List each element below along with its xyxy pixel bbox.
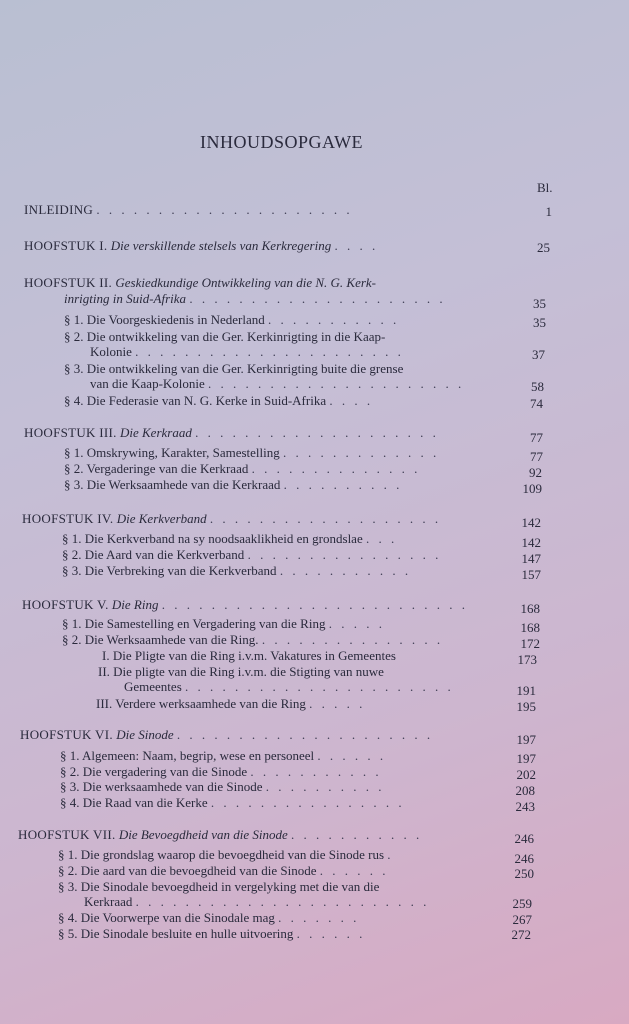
section-entry xyxy=(60,748,386,763)
page-number: 173 xyxy=(517,652,537,667)
dot-leader: . . . . . . . . . . . . . . . . . . . xyxy=(209,511,442,526)
page-number: 109 xyxy=(522,481,542,496)
section-text: Die vergadering van die Sinode xyxy=(82,764,248,779)
section-entry xyxy=(62,547,441,562)
section-label: § 2. xyxy=(64,461,84,476)
dot-leader: . . . . . . . . . . xyxy=(283,477,403,492)
page-number: 191 xyxy=(516,683,536,698)
section-label: § 1. xyxy=(62,531,82,546)
dot-leader: . . . . . xyxy=(328,616,385,631)
subsection-text-continued xyxy=(124,679,454,694)
chapter-prefix: HOOFSTUK VI. xyxy=(20,727,113,742)
section-entry xyxy=(64,461,420,476)
chapter-title: Die Kerkraad xyxy=(119,425,192,440)
section-text: Die Kerkverband na sy noodsaaklikheid en grondslae xyxy=(84,531,363,546)
page-number: 35 xyxy=(533,315,546,330)
page-number: 74 xyxy=(530,396,543,411)
subsection-label: I. xyxy=(102,648,110,663)
chapter-title: Die Bevoegdheid van die Sinode xyxy=(118,827,288,842)
subsection-text: Die pligte van die Ring i.v.m. die Stigting van nuwe xyxy=(113,664,384,679)
section-text-continued xyxy=(90,344,404,359)
chapter-entry xyxy=(24,238,378,253)
chapter-prefix: HOOFSTUK I. xyxy=(24,238,108,253)
dot-leader: . . . . . . . . . . . . . . . . . . . . . . xyxy=(185,679,454,694)
toc-entry xyxy=(24,202,353,217)
chapter-title-line2: inrigting in Suid-Afrika xyxy=(64,291,187,306)
dot-leader: . . . xyxy=(365,531,398,546)
section-text: Die Werksaamhede van die Ring. xyxy=(84,632,259,647)
page-number: 92 xyxy=(529,465,542,480)
subsection-text: Verdere werksaamhede van die Ring xyxy=(115,696,306,711)
section-label: § 2. xyxy=(64,329,84,344)
section-label: § 1. xyxy=(62,616,82,631)
page-number: 1 xyxy=(545,204,552,219)
section-text: Die Sinodale besluite en hulle uitvoering xyxy=(80,926,294,941)
section-text: Die ontwikkeling van die Ger. Kerkinrigting in die Kaap- xyxy=(86,329,386,344)
chapter-prefix: HOOFSTUK V. xyxy=(22,597,109,612)
section-text-continued xyxy=(90,376,464,391)
dot-leader: . . . . . . . . . . . . . . . xyxy=(261,632,444,647)
section-label: § 1. xyxy=(64,445,84,460)
page-column-header: Bl. xyxy=(537,180,553,195)
dot-leader: . xyxy=(387,847,394,862)
page-number: 208 xyxy=(515,783,535,798)
intro-label: INLEIDING xyxy=(24,202,94,217)
section-label: § 2. xyxy=(60,764,80,779)
chapter-title: Geskiedkundige Ontwikkeling van die N. G. Kerk- xyxy=(115,275,377,290)
section-entry xyxy=(64,445,439,460)
page-number: 272 xyxy=(511,927,531,942)
dot-leader: . . . . . . xyxy=(296,926,366,941)
section-label: § 2. xyxy=(62,547,82,562)
dot-leader: . . . . . . . . . . . . . . . . . . . . xyxy=(195,425,439,440)
section-label: § 4. xyxy=(60,795,80,810)
page-number: 168 xyxy=(520,620,540,635)
chapter-title-continued xyxy=(64,291,446,306)
dot-leader: . . . . . . . . . . . . . . . . xyxy=(247,547,442,562)
section-label: § 2. xyxy=(58,863,78,878)
section-entry xyxy=(64,477,402,492)
chapter-title: Die Kerkverband xyxy=(116,511,207,526)
section-text: Die werksaamhede van die Sinode xyxy=(82,779,263,794)
page-number: 147 xyxy=(521,551,541,566)
page-title: INHOUDSOPGAWE xyxy=(200,132,364,152)
dot-leader: . . . . . . . . . . . . . . . . . . . . . . . . xyxy=(135,894,430,909)
section-entry xyxy=(58,926,365,941)
section-entry xyxy=(64,312,399,327)
page-number: 77 xyxy=(530,449,543,464)
section-text: Die Werksaamhede van die Kerkraad xyxy=(86,477,281,492)
section-label: § 3. xyxy=(60,779,80,794)
section-text: Die Samestelling en Vergadering van die Ring xyxy=(84,616,326,631)
dot-leader: . . . . . . . . . . . . . . . . . . . . . xyxy=(208,376,465,391)
section-entry xyxy=(62,616,385,631)
page-number: 202 xyxy=(516,767,536,782)
dot-leader: . . . . . . . . . . . . . . . . . . . . . xyxy=(96,202,353,217)
subsection-label: II. xyxy=(98,664,110,679)
page-number: 77 xyxy=(530,430,543,445)
dot-leader: . . . . xyxy=(329,393,374,408)
chapter-title: Die Ring xyxy=(111,597,159,612)
dot-leader: . . . . . . . . . . . xyxy=(268,312,400,327)
dot-leader: . . . . . . . . . . . xyxy=(291,827,423,842)
chapter-entry xyxy=(22,511,441,526)
dot-leader: . . . . . . . . . . . . . . xyxy=(251,461,421,476)
section-entry xyxy=(58,879,379,894)
page-number: 267 xyxy=(512,912,532,927)
section-text: Omskrywing, Karakter, Samestelling xyxy=(86,445,280,460)
dot-leader: . . . . . . . . . . . . . . . . xyxy=(210,795,405,810)
section-entry xyxy=(58,910,359,925)
dot-leader: . . . . . . . . . . . . . xyxy=(283,445,440,460)
section-text: Die Sinodale bevoegdheid in vergelyking met die van die xyxy=(80,879,380,894)
dot-leader: . . . . . . . . . . . xyxy=(250,764,382,779)
section-label: § 4. xyxy=(64,393,84,408)
section-entry xyxy=(64,361,403,376)
section-entry xyxy=(60,795,405,810)
section-entry xyxy=(60,764,382,779)
section-label: § 4. xyxy=(58,910,78,925)
page-number: 168 xyxy=(520,601,540,616)
section-text: Die Voorgeskiedenis in Nederland xyxy=(86,312,265,327)
chapter-entry xyxy=(22,597,468,612)
section-text: Die Federasie van N. G. Kerke in Suid-Afrika xyxy=(86,393,327,408)
section-entry xyxy=(62,563,411,578)
dot-leader: . . . . . . . . . . . xyxy=(279,563,412,578)
chapter-title: Die verskillende stelsels van Kerkregering xyxy=(110,238,332,253)
section-entry xyxy=(62,531,397,546)
chapter-entry xyxy=(24,425,439,440)
page-number: 172 xyxy=(520,636,540,651)
section-text-line2: Kerkraad xyxy=(84,894,133,909)
page-number: 58 xyxy=(531,379,544,394)
chapter-entry xyxy=(18,827,422,842)
section-label: § 3. xyxy=(58,879,78,894)
page-number: 250 xyxy=(514,866,534,881)
section-label: § 1. xyxy=(64,312,84,327)
section-entry xyxy=(58,847,394,862)
section-text: Die Aard van die Kerkverband xyxy=(84,547,245,562)
section-text: Vergaderinge van die Kerkraad xyxy=(86,461,249,476)
page-number: 243 xyxy=(515,799,535,814)
section-label: § 5. xyxy=(58,926,78,941)
page-number: 142 xyxy=(521,515,541,530)
section-entry xyxy=(64,393,373,408)
section-entry xyxy=(60,779,385,794)
section-text: Die ontwikkeling van die Ger. Kerkinrigting buite die grense xyxy=(86,361,404,376)
section-text-line2: Kolonie xyxy=(90,344,132,359)
section-label: § 1. xyxy=(60,748,80,763)
chapter-prefix: HOOFSTUK IV. xyxy=(22,511,114,526)
subsection-text: Die Pligte van die Ring i.v.m. Vakatures in Gemeentes xyxy=(112,648,396,663)
section-text-line2: van die Kaap-Kolonie xyxy=(90,376,205,391)
subsection-entry xyxy=(96,696,365,711)
page-number: 246 xyxy=(514,831,534,846)
dot-leader: . . . . xyxy=(334,238,379,253)
dot-leader: . . . . . . . . . . . . . . . . . . . . . . . . . xyxy=(161,597,468,612)
chapter-prefix: HOOFSTUK VII. xyxy=(18,827,116,842)
chapter-entry xyxy=(20,727,433,742)
dot-leader: . . . . . . . . . . . . . . . . . . . . . xyxy=(189,291,446,306)
page-number: 142 xyxy=(521,535,541,550)
section-label: § 3. xyxy=(64,477,84,492)
section-entry xyxy=(64,329,385,344)
section-text: Die Voorwerpe van die Sinodale mag xyxy=(80,910,275,925)
section-entry xyxy=(62,632,443,647)
section-text: Die Raad van die Kerke xyxy=(82,795,208,810)
page-number: 35 xyxy=(533,296,546,311)
dot-leader: . . . . . . . . . . . . . . . . . . . . . . xyxy=(135,344,404,359)
section-text: Die grondslag waarop die bevoegdheid van die Sinode rus xyxy=(80,847,385,862)
chapter-prefix: HOOFSTUK III. xyxy=(24,425,117,440)
section-text: Die Verbreking van die Kerkverband xyxy=(84,563,277,578)
subsection-entry xyxy=(102,648,396,663)
chapter-entry xyxy=(24,275,376,290)
section-label: § 2. xyxy=(62,632,82,647)
section-label: § 1. xyxy=(58,847,78,862)
page-number: 157 xyxy=(521,567,541,582)
section-text: Algemeen: Naam, begrip, wese en personeel xyxy=(82,748,315,763)
page-number: 197 xyxy=(516,732,536,747)
section-label: § 3. xyxy=(64,361,84,376)
subsection-text-line2: Gemeentes xyxy=(124,679,182,694)
dot-leader: . . . . . . xyxy=(317,748,387,763)
page-number: 259 xyxy=(512,896,532,911)
page-number: 37 xyxy=(532,347,545,362)
page-number: 25 xyxy=(537,240,550,255)
subsection-label: III. xyxy=(96,696,113,711)
dot-leader: . . . . . . xyxy=(319,863,389,878)
page-number: 246 xyxy=(514,851,534,866)
chapter-prefix: HOOFSTUK II. xyxy=(24,275,113,290)
chapter-title: Die Sinode xyxy=(116,727,174,742)
page-number: 197 xyxy=(516,751,536,766)
section-text-continued xyxy=(84,894,429,909)
dot-leader: . . . . . . . xyxy=(278,910,360,925)
section-entry xyxy=(58,863,388,878)
dot-leader: . . . . . xyxy=(309,696,366,711)
dot-leader: . . . . . . . . . . xyxy=(265,779,385,794)
dot-leader: . . . . . . . . . . . . . . . . . . . . . xyxy=(176,727,434,742)
page-number: 195 xyxy=(516,699,536,714)
section-label: § 3. xyxy=(62,563,82,578)
subsection-entry xyxy=(98,664,384,679)
section-text: Die aard van die bevoegdheid van die Sinode xyxy=(80,863,317,878)
